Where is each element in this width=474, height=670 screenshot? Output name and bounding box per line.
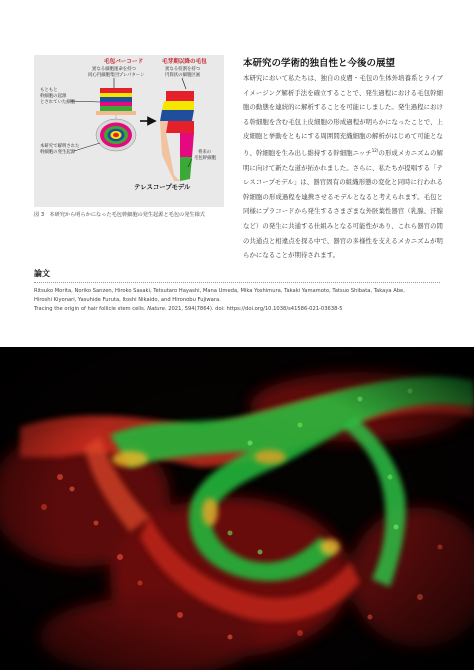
body-paragraph-part2: の形成メカニズムの解明に向けて新たな道が拓かれました。さらに、私たちが提唱する「テレスコープモデル」は、器官固有の組織形態の変化と同時に行われる幹細胞の形成過程を連携させるモデルとなると考えられます。毛包と同様にプラコードから発生するさまざまな外胚葉性器官（乳腺、汗腺など）の発生に共通する仕組みとなる可能性があり、これら器官の間の共通点と相違点を探る中で、器官の多様性を支えるメカニズムが明らかになることが期待されます。 — [243, 149, 443, 260]
right-sub2-label: 円筒状の細胞区画 — [165, 73, 201, 78]
citation-title: Tracing the origin of hair follicle stem cells. — [34, 305, 148, 312]
found-label-2: 幹細胞の発生起源 — [40, 150, 76, 155]
references-block — [34, 287, 444, 313]
citation-line — [34, 305, 444, 314]
adult-label-2: 毛包幹細胞 — [194, 156, 216, 161]
body-paragraph-part1: 本研究において私たちは、独自の皮膚・毛包の生体外培養系とライブイメージング解析手法を確立することで、発生過程における毛包幹細胞の動態を連続的に解析することを可能にしました。発生過程における幹細胞を含む毛包上皮細胞の形成過程が明らかになったことで、上皮細胞と挙動をともにする周囲間充織細胞の解析がはじめて可能となり、幹細胞を生み出し維持する幹細胞ニッチ — [243, 74, 443, 158]
reference-mark: 12) — [371, 147, 379, 153]
citation-journal: Nature — [147, 305, 165, 312]
references-divider — [34, 282, 440, 283]
citation-doi[interactable]: . 2021, 594(7864). doi: https://doi.org/10.1038/s41586-021-03638-5 — [164, 305, 343, 312]
barcode-title-label: 毛包バーコード — [104, 59, 144, 65]
section-body — [243, 71, 443, 263]
authors-line-2: Hiroshi Kiyonari, Yasuhide Furuta, Itoshi Nikaido, and Hironobu Fujiwara. — [34, 296, 221, 303]
right-title-label: 毛芽期以降の毛包 — [162, 59, 207, 65]
barcode-sub1-label: 異なる細胞運命を持つ — [92, 67, 136, 72]
authors-line-1: Ritsuko Morita, Noriko Sanzen, Hiroko Sasaki, Tetsutaro Hayashi, Mana Umeda, Mika Yoshimura, Takaki Yamamoto, Tatsuo Shibata, Takaya Abe, — [34, 288, 405, 294]
figure-caption: 図 3 本研究から明らかになった毛包幹細胞の発生起源と毛包の発生様式 — [34, 212, 205, 218]
concentric-prepattern — [96, 119, 136, 151]
model-name-label: テレスコープモデル — [134, 183, 191, 191]
fluorescence-micrograph — [0, 347, 474, 670]
placode-barcode — [96, 88, 136, 115]
barcode-sub2-label: 同心円細胞集団プレパターン — [88, 73, 145, 78]
micrograph-image — [0, 347, 474, 670]
section-title: 本研究の学術的独自性と今後の展望 — [243, 58, 396, 69]
hair-follicle-telescope — [160, 91, 194, 181]
origin-label-1: もともと — [40, 88, 58, 93]
references-heading: 論文 — [34, 269, 50, 278]
found-label-1: 本研究で解明された — [40, 144, 80, 149]
right-sub1-label: 異なる役割を持つ — [165, 67, 201, 72]
origin-label-2: 幹細胞の起源 — [40, 94, 67, 99]
adult-label-1: 将来の — [198, 150, 212, 155]
telescope-model-illustration — [34, 55, 224, 207]
figure-3-diagram — [34, 55, 224, 207]
origin-label-3: とされていた細胞 — [40, 100, 76, 105]
